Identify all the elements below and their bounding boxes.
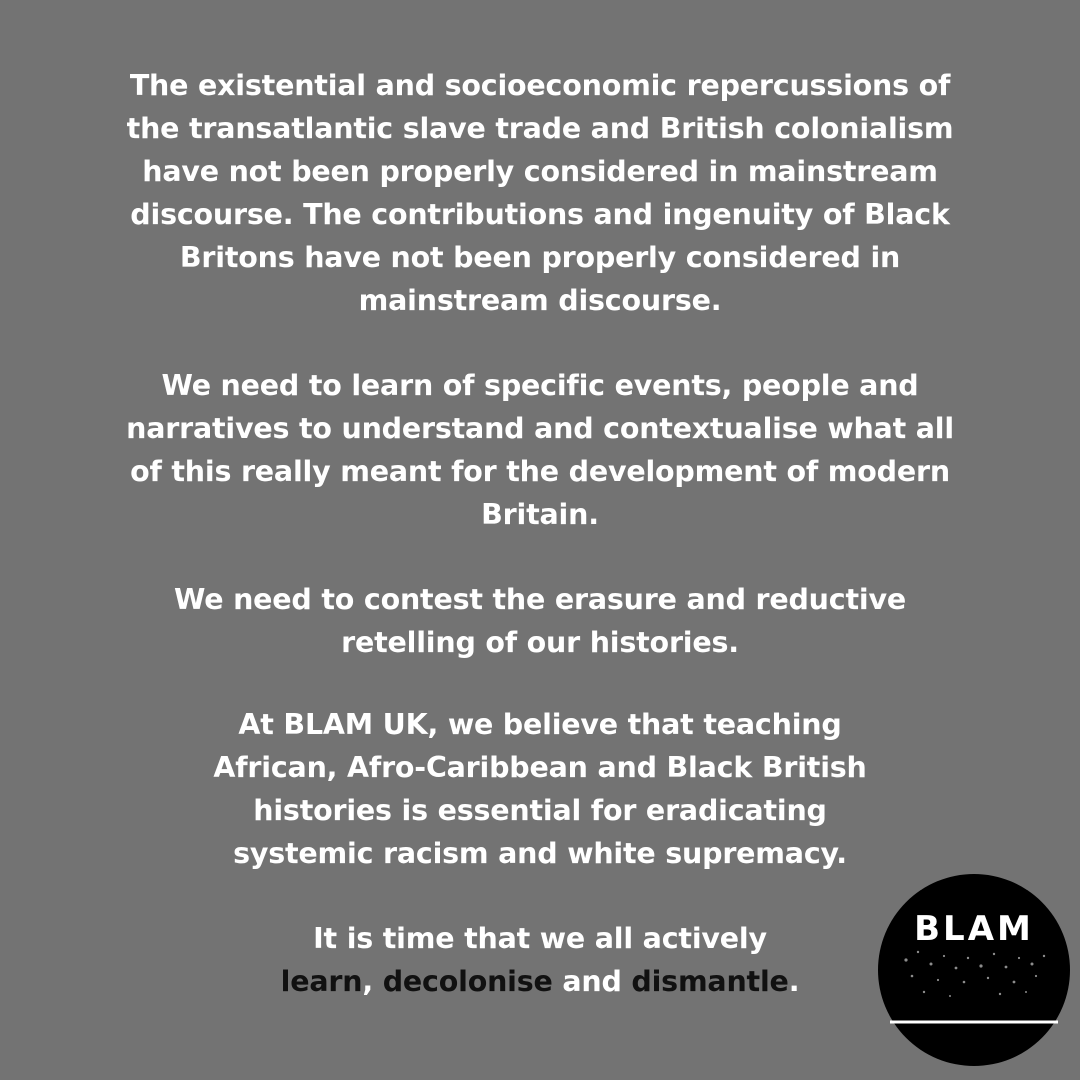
text-line: the transatlantic slave trade and British colonialism	[126, 112, 954, 145]
text-line: of this really meant for the development of modern	[130, 455, 950, 488]
paragraph-contest-erasure	[0, 578, 1080, 664]
blam-logo	[876, 872, 1072, 1068]
paragraph-blam-belief	[0, 703, 1080, 875]
text-line: have not been properly considered in mainstream	[142, 155, 938, 188]
text-line: It is time that we all actively	[313, 922, 767, 955]
text-line: narratives to understand and contextualise what all	[126, 412, 954, 445]
paragraph-repercussions	[0, 64, 1080, 322]
text-line: African, Afro-Caribbean and Black British	[213, 751, 867, 784]
word-dismantle: dismantle	[631, 965, 789, 998]
word-learn: learn	[280, 965, 363, 998]
text-line: Britain.	[481, 498, 599, 531]
text-line: At BLAM UK, we believe that teaching	[238, 708, 842, 741]
text-line: discourse. The contributions and ingenuity of Black	[130, 198, 950, 231]
text-line: mainstream discourse.	[358, 284, 722, 317]
text-line: histories is essential for eradicating	[253, 794, 827, 827]
text-line: systemic racism and white supremacy.	[233, 837, 847, 870]
logo-text: BLAM	[914, 909, 1034, 949]
period: .	[788, 965, 800, 998]
logo-circle	[878, 874, 1070, 1066]
separator: and	[552, 965, 632, 998]
paragraph-learn-events	[0, 364, 1080, 536]
separator: ,	[362, 965, 383, 998]
text-line: The existential and socioeconomic repercussions of	[129, 69, 951, 102]
text-line: We need to contest the erasure and reductive	[174, 583, 906, 616]
text-line: We need to learn of specific events, people and	[161, 369, 919, 402]
text-line: retelling of our histories.	[341, 626, 739, 659]
text-line: Britons have not been properly considered in	[179, 241, 901, 274]
word-decolonise: decolonise	[382, 965, 553, 998]
